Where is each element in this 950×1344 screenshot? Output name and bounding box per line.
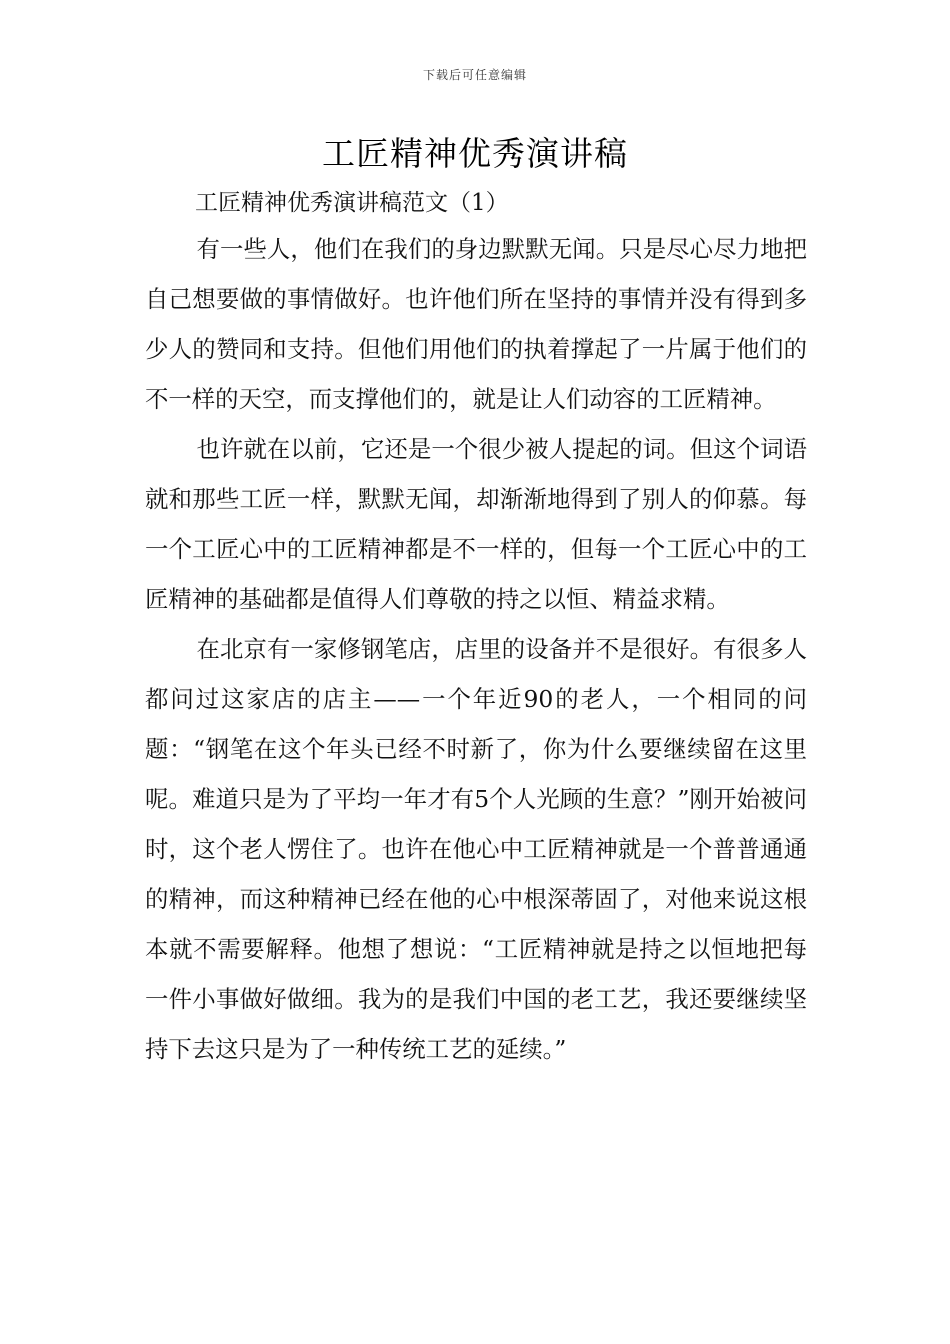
page-title: 工匠精神优秀演讲稿 xyxy=(322,134,628,173)
paragraph: 在北京有一家修钢笔店，店里的设备并不是很好。有很多人都问过这家店的店主——一个年近90的老人，一个相同的问题：“钢笔在这个年头已经不时新了，你为什么要继续留在这里呢。难道只是为了平均一年才有5个人光顾的生意？”刚开始被问时，这个老人愣住了。也许在他心中工匠精神就是一个普普通通的精神，而这种精神已经在他的心中根深蒂固了，对他来说这根本就不需要解释。他想了想说：“工匠精神就是持之以恒地把每一件小事做好做细。我为的是我们中国的老工艺，我还要继续坚持下去这只是为了一种传统工艺的延续。” xyxy=(145,635,807,1063)
paragraph: 有一些人，他们在我们的身边默默无闻。只是尽心尽力地把自己想要做的事情做好。也许他们所在坚持的事情并没有得到多少人的赞同和支持。但他们用他们的执着撑起了一片属于他们的不一样的天空，而支撑他们的，就是让人们动容的工匠精神。 xyxy=(145,235,807,413)
paragraph: 也许就在以前，它还是一个很少被人提起的词。但这个词语就和那些工匠一样，默默无闻，却渐渐地得到了别人的仰慕。每一个工匠心中的工匠精神都是不一样的，但每一个工匠心中的工匠精神的基础都是值得人们尊敬的持之以恒、精益求精。 xyxy=(145,435,807,613)
header-note: 下载后可任意编辑 xyxy=(422,68,527,82)
body-text xyxy=(145,224,807,1074)
subtitle: 工匠精神优秀演讲稿范文（1） xyxy=(195,190,509,216)
